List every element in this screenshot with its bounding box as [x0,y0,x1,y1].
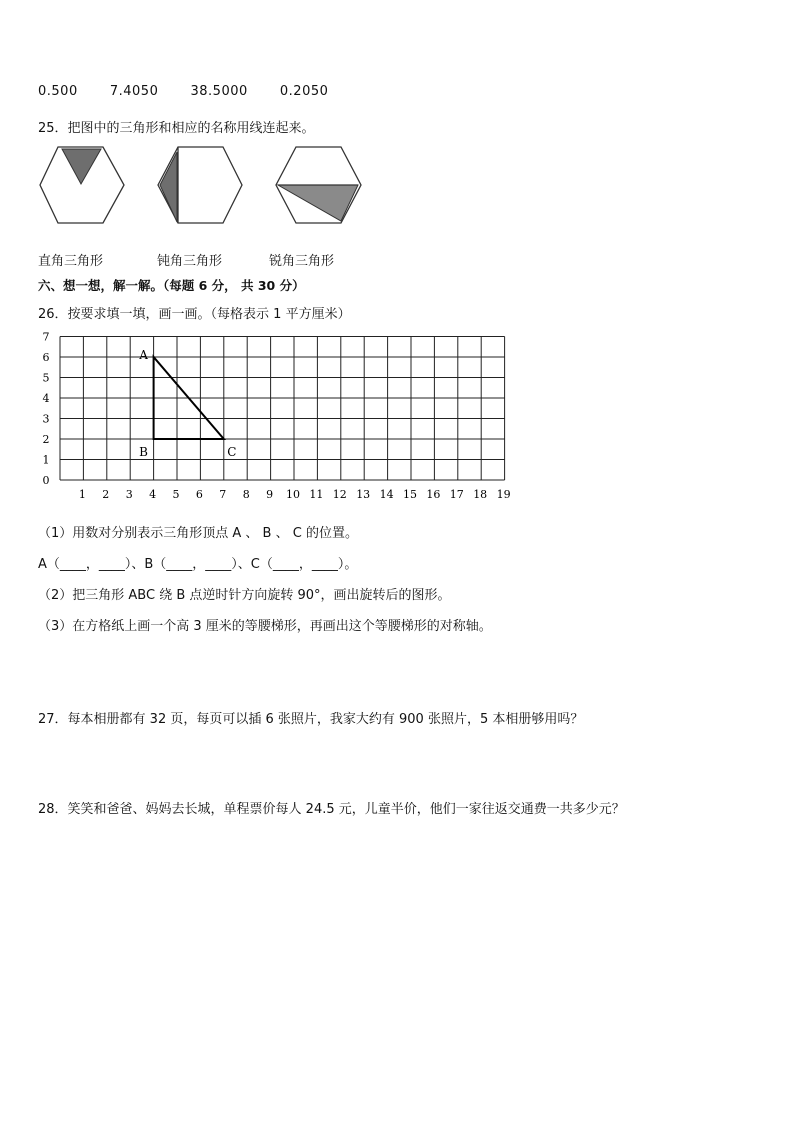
triangle-name-obtuse: 钝角三角形 [157,254,223,269]
y-tick-label: 5 [42,371,50,385]
question-26-part-2: （2）把三角形 ABC 绕 B 点逆时针方向旋转 90°，画出旋转后的图形。 [38,588,451,603]
number-item: 38.5000 [190,84,248,99]
x-tick-label: 15 [403,488,417,501]
x-tick-label: 1 [78,488,86,501]
x-tick-label: 7 [219,488,227,501]
x-tick-label: 8 [242,488,250,501]
vertex-label-b: B [139,445,149,459]
y-tick-label: 0 [42,474,50,487]
question-26: 26．按要求填一填，画一画。（每格表示 1 平方厘米） [38,307,351,322]
hexagon-right-triangle-figure [40,147,124,223]
x-tick-label: 5 [172,488,180,501]
answer-blanks: A（____，____）、B（____，____）、C（____，____）。 [38,557,358,572]
question-26-part-1: （1）用数对分别表示三角形顶点 A 、 B 、 C 的位置。 [38,526,358,541]
y-tick-label: 3 [42,412,50,426]
triangle-name-acute: 锐角三角形 [269,254,335,269]
x-tick-label: 6 [195,488,203,501]
y-tick-label: 6 [42,351,50,364]
question-28: 28．笑笑和爸爸、妈妈去长城，单程票价每人 24.5 元，儿童半价，他们一家往返交通费一共多少元？ [38,802,625,817]
y-tick-label: 7 [42,330,50,344]
y-tick-label: 1 [42,453,50,467]
x-tick-label: 18 [473,488,488,501]
x-tick-label: 4 [149,488,157,501]
hexagon-figures [38,144,378,234]
question-25: 25．把图中的三角形和相应的名称用线连起来。 [38,121,315,136]
x-tick-label: 9 [266,488,274,501]
hexagon-obtuse-triangle-figure [158,147,242,223]
number-list [38,84,356,99]
number-item: 0.500 [38,84,78,99]
question-26-part-3: （3）在方格纸上画一个高 3 厘米的等腰梯形，再画出这个等腰梯形的对称轴。 [38,619,492,634]
x-tick-label: 3 [125,488,133,501]
x-tick-label: 19 [496,488,511,501]
number-item: 0.2050 [279,84,329,99]
x-tick-label: 11 [309,488,324,501]
y-tick-label: 2 [42,433,50,446]
question-27: 27．每本相册都有 32 页，每页可以插 6 张照片，我家大约有 900 张照片，5 本相册够用吗？ [38,712,584,727]
hexagon-acute-triangle-figure [276,147,361,223]
x-tick-label: 14 [379,488,394,501]
triangle-name-right: 直角三角形 [38,254,104,269]
vertex-label-c: C [227,445,237,459]
x-tick-label: 12 [332,488,347,501]
number-item: 7.4050 [109,84,159,99]
x-tick-label: 16 [426,488,441,501]
vertex-label-a: A [139,348,148,362]
x-tick-label: 17 [449,488,464,501]
x-tick-label: 2 [102,488,110,501]
x-tick-label: 10 [286,488,300,501]
section-heading: 六、想一想，解一解。（每题 6 分， 共 30 分） [38,278,305,293]
coordinate-grid [38,330,538,510]
x-tick-label: 13 [356,488,371,501]
y-tick-label: 4 [42,392,50,405]
